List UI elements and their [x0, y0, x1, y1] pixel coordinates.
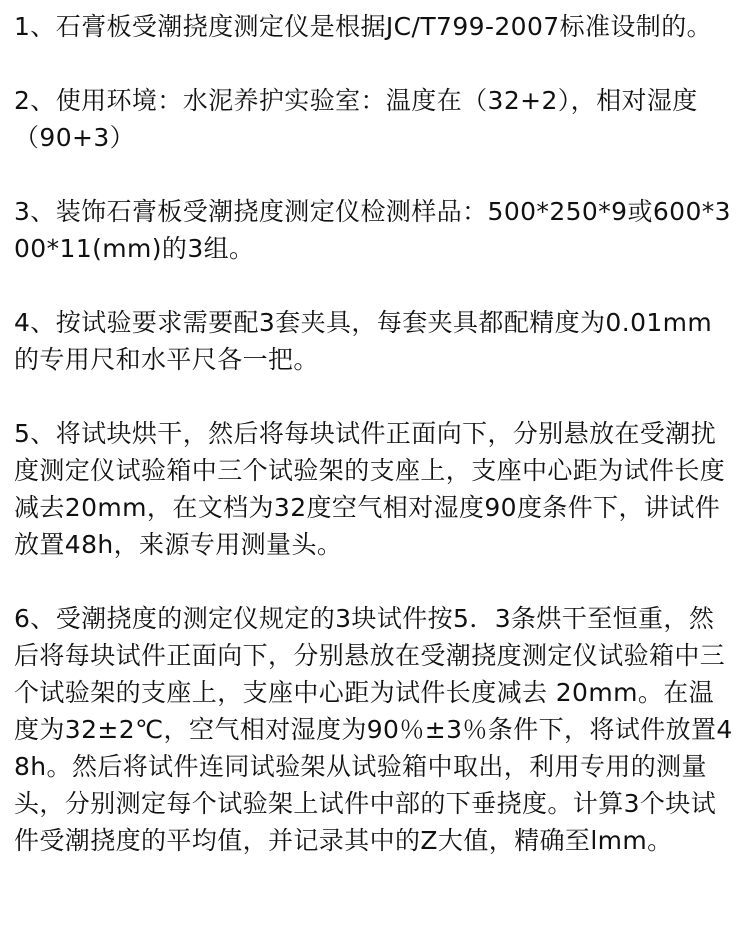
paragraph-spacer — [14, 563, 736, 600]
paragraph-1: 1、石膏板受潮挠度测定仪是根据JC/T799-2007标准设制的。 — [14, 12, 712, 41]
paragraph-spacer — [14, 45, 736, 82]
paragraph-4: 4、按试验要求需要配3套夹具，每套夹具都配精度为0.01mm的专用尺和水平尺各一把。 — [14, 308, 713, 374]
paragraph-spacer — [14, 378, 736, 415]
paragraph-spacer — [14, 267, 736, 304]
paragraph-spacer — [14, 156, 736, 193]
paragraph-3: 3、装饰石膏板受潮挠度测定仪检测样品：500*250*9或600*300*11(mm)的3组。 — [14, 197, 731, 263]
paragraph-6: 6、受潮挠度的测定仪规定的3块试件按5．3条烘干至恒重，然后将每块试件正面向下，分别悬放在受潮挠度测定仪试验箱中三个试验架的支座上，支座中心距为试件长度减去 20mm。在温度为32±2℃，空气相对湿度为90％±3％条件下，将试件放置48h。然后将试件连同试验架从试验箱中取出，利用专用的测量头，分别测定每个试验架上试件中部的下垂挠度。计算3个块试件受潮挠度的平均值，并记录其中的Z大值，精确至lmm。 — [14, 604, 733, 855]
paragraph-5: 5、将试块烘干，然后将每块试件正面向下，分别悬放在受潮扰度测定仪试验箱中三个试验架的支座上，支座中心距为试件长度减去20mm，在文档为32度空气相对湿度90度条件下，讲试件放置48h，来源专用测量头。 — [14, 419, 726, 559]
paragraph-2: 2、使用环境：水泥养护实验室：温度在（32+2），相对湿度（90+3） — [14, 86, 698, 152]
